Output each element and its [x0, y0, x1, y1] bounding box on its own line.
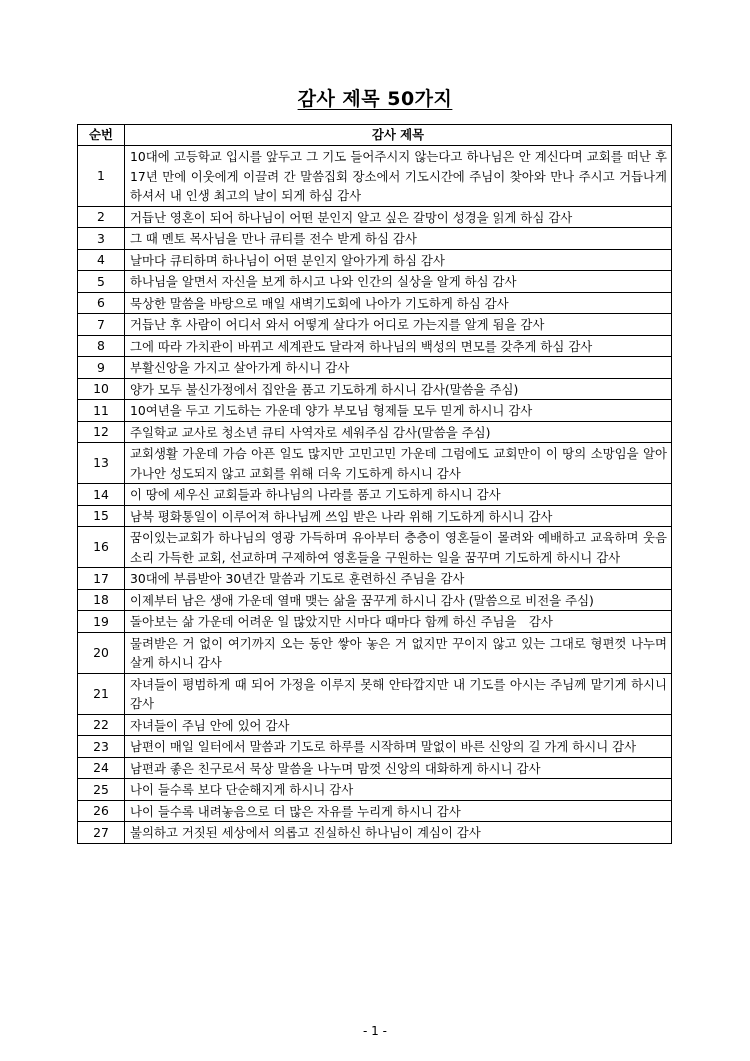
row-text: 자녀들이 평범하게 때 되어 가정을 이루지 못해 안타깝지만 내 기도를 아시는 주님께 맡기게 하시니 감사 — [125, 673, 672, 714]
row-text: 꿈이있는교회가 하나님의 영광 가득하며 유아부터 층층이 영혼들이 몰려와 예배하고 교육하며 웃음소리 가득한 교회, 선교하며 구제하여 영혼들을 구원하는 일을 꿈꾸며 기도하게 하시니 감사 — [125, 527, 672, 568]
row-text: 불의하고 거짓된 세상에서 의롭고 진실하신 하나님이 계심이 감사 — [125, 822, 672, 844]
table-row — [78, 527, 672, 568]
table-row — [78, 568, 672, 590]
row-number: 4 — [78, 249, 125, 271]
table-row — [78, 378, 672, 400]
row-text: 그 때 멘토 목사님을 만나 큐티를 전수 받게 하심 감사 — [125, 228, 672, 250]
row-number: 16 — [78, 527, 125, 568]
row-text: 돌아보는 삶 가운데 어려운 일 많았지만 시마다 때마다 함께 하신 주님을 감사 — [125, 611, 672, 633]
row-text: 주일학교 교사로 청소년 큐티 사역자로 세워주심 감사(말씀을 주심) — [125, 421, 672, 443]
table-row — [78, 206, 672, 228]
table-row — [78, 249, 672, 271]
table-row — [78, 484, 672, 506]
row-number: 20 — [78, 632, 125, 673]
row-number: 21 — [78, 673, 125, 714]
table-row — [78, 757, 672, 779]
row-text: 남편이 매일 일터에서 말씀과 기도로 하루를 시작하며 말없이 바른 신앙의 길 가게 하시니 감사 — [125, 736, 672, 758]
table-row — [78, 400, 672, 422]
row-text: 나이 들수록 보다 단순해지게 하시니 감사 — [125, 779, 672, 801]
row-number: 19 — [78, 611, 125, 633]
row-text: 30대에 부름받아 30년간 말씀과 기도로 훈련하신 주님을 감사 — [125, 568, 672, 590]
table-row — [78, 292, 672, 314]
row-number: 7 — [78, 314, 125, 336]
row-text: 묵상한 말씀을 바탕으로 매일 새벽기도회에 나아가 기도하게 하심 감사 — [125, 292, 672, 314]
table-row — [78, 736, 672, 758]
row-number: 12 — [78, 421, 125, 443]
row-number: 25 — [78, 779, 125, 801]
row-number: 18 — [78, 589, 125, 611]
header-number: 순번 — [78, 125, 125, 146]
page-title-text: 감사 제목 50가지 — [297, 88, 453, 110]
table-row — [78, 228, 672, 250]
row-text: 양가 모두 불신가정에서 집안을 품고 기도하게 하시니 감사(말씀을 주심) — [125, 378, 672, 400]
table-row — [78, 314, 672, 336]
row-number: 5 — [78, 271, 125, 293]
row-number: 6 — [78, 292, 125, 314]
table-row — [78, 822, 672, 844]
table-row — [78, 443, 672, 484]
row-number: 9 — [78, 357, 125, 379]
row-text: 물려받은 거 없이 여기까지 오는 동안 쌓아 놓은 거 없지만 꾸이지 않고 있는 그대로 형편껏 나누며 살게 하시니 감사 — [125, 632, 672, 673]
page-number: - 1 - — [363, 1024, 387, 1038]
row-text: 이제부터 남은 생애 가운데 열매 맺는 삶을 꿈꾸게 하시니 감사 (말씀으로 비전을 주심) — [125, 589, 672, 611]
row-number: 17 — [78, 568, 125, 590]
row-text: 10대에 고등학교 입시를 앞두고 그 기도 들어주시지 않는다고 하나님은 안 계신다며 교회를 떠난 후 17년 만에 이웃에게 이끌려 간 말씀집회 장소에서 기도시간에 주님이 찾아와 만나 주시고 거듭나게 하셔서 내 인생 최고의 날이 되게 하심 감사 — [125, 146, 672, 207]
table-body — [78, 146, 672, 844]
row-number: 3 — [78, 228, 125, 250]
row-text: 자녀들이 주님 안에 있어 감사 — [125, 714, 672, 736]
table-row — [78, 505, 672, 527]
table-row — [78, 611, 672, 633]
row-number: 26 — [78, 800, 125, 822]
header-title: 감사 제목 — [125, 125, 672, 146]
table-row — [78, 421, 672, 443]
row-number: 24 — [78, 757, 125, 779]
row-text: 남북 평화통일이 이루어져 하나님께 쓰임 받은 나라 위해 기도하게 하시니 감사 — [125, 505, 672, 527]
row-text: 날마다 큐티하며 하나님이 어떤 분인지 알아가게 하심 감사 — [125, 249, 672, 271]
row-number: 23 — [78, 736, 125, 758]
row-number: 22 — [78, 714, 125, 736]
row-number: 27 — [78, 822, 125, 844]
row-number: 8 — [78, 335, 125, 357]
table-row — [78, 714, 672, 736]
row-number: 1 — [78, 146, 125, 207]
row-number: 14 — [78, 484, 125, 506]
row-number: 11 — [78, 400, 125, 422]
table-row — [78, 779, 672, 801]
row-text: 이 땅에 세우신 교회들과 하나님의 나라를 품고 기도하게 하시니 감사 — [125, 484, 672, 506]
thanks-table — [77, 124, 672, 844]
table-row — [78, 589, 672, 611]
table-row — [78, 673, 672, 714]
table-row — [78, 357, 672, 379]
row-text: 거듭난 후 사람이 어디서 와서 어떻게 살다가 어디로 가는지를 알게 됨을 감사 — [125, 314, 672, 336]
row-number: 10 — [78, 378, 125, 400]
table-row — [78, 800, 672, 822]
table-row — [78, 632, 672, 673]
row-number: 2 — [78, 206, 125, 228]
table-header-row — [78, 125, 672, 146]
row-text: 남편과 좋은 친구로서 묵상 말씀을 나누며 맘껏 신앙의 대화하게 하시니 감사 — [125, 757, 672, 779]
table-row — [78, 335, 672, 357]
row-text: 나이 들수록 내려놓음으로 더 많은 자유를 누리게 하시니 감사 — [125, 800, 672, 822]
row-text: 10여년을 두고 기도하는 가운데 양가 부모님 형제들 모두 믿게 하시니 감사 — [125, 400, 672, 422]
row-text: 교회생활 가운데 가슴 아픈 일도 많지만 고민고민 가운데 그럼에도 교회만이 이 땅의 소망임을 알아 가나안 성도되지 않고 교회를 위해 더욱 기도하게 하시니 감사 — [125, 443, 672, 484]
row-number: 15 — [78, 505, 125, 527]
row-text: 부활신앙을 가지고 살아가게 하시니 감사 — [125, 357, 672, 379]
row-text: 하나님을 알면서 자신을 보게 하시고 나와 인간의 실상을 알게 하심 감사 — [125, 271, 672, 293]
table-row — [78, 146, 672, 207]
table-row — [78, 271, 672, 293]
row-number: 13 — [78, 443, 125, 484]
page-title — [0, 84, 750, 111]
row-text: 거듭난 영혼이 되어 하나님이 어떤 분인지 알고 싶은 갈망이 성경을 읽게 하심 감사 — [125, 206, 672, 228]
row-text: 그에 따라 가치관이 바뀌고 세계관도 달라져 하나님의 백성의 면모를 갖추게 하심 감사 — [125, 335, 672, 357]
